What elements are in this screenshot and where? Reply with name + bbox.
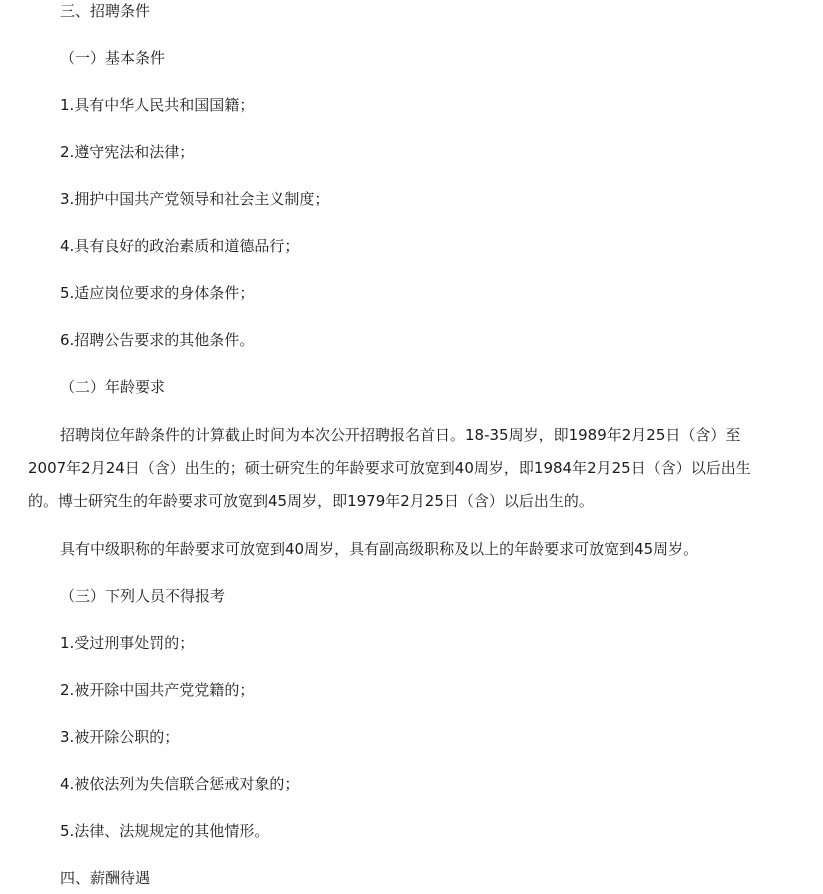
section-heading-recruitment-conditions: 三、招聘条件	[60, 2, 151, 20]
basic-condition-item: 3.拥护中国共产党领导和社会主义制度；	[60, 190, 330, 208]
age-requirement-paragraph: 招聘岗位年龄条件的计算截止时间为本次公开招聘报名首日。18-35周岁，即1989年2月25日（含）至2007年2月24日（含）出生的；硕士研究生的年龄要求可放宽到40周岁，即1984年2月25日（含）以后出生的。博士研究生的年龄要求可放宽到45周岁，即1979年2月25日（含）以后出生的。	[28, 426, 751, 510]
basic-condition-item: 2.遵守宪法和法律；	[60, 143, 195, 161]
subheading-excluded-persons: （三）下列人员不得报考	[60, 587, 226, 605]
basic-condition-item: 1.具有中华人民共和国国籍；	[60, 96, 255, 114]
age-requirement-paragraph-titles: 具有中级职称的年龄要求可放宽到40周岁，具有副高级职称及以上的年龄要求可放宽到45周岁。	[60, 540, 699, 558]
basic-condition-item: 5.适应岗位要求的身体条件；	[60, 284, 255, 302]
basic-condition-item: 4.具有良好的政治素质和道德品行；	[60, 237, 300, 255]
excluded-item: 1.受过刑事处罚的；	[60, 634, 195, 652]
section-heading-salary-benefits: 四、薪酬待遇	[60, 869, 151, 887]
subheading-age-requirements: （二）年龄要求	[60, 378, 166, 396]
excluded-item: 3.被开除公职的；	[60, 728, 180, 746]
excluded-item: 2.被开除中国共产党党籍的；	[60, 681, 255, 699]
subheading-basic-conditions: （一）基本条件	[60, 49, 166, 67]
excluded-item: 5.法律、法规规定的其他情形。	[60, 822, 270, 840]
excluded-item: 4.被依法列为失信联合惩戒对象的；	[60, 775, 300, 793]
basic-condition-item: 6.招聘公告要求的其他条件。	[60, 331, 255, 349]
